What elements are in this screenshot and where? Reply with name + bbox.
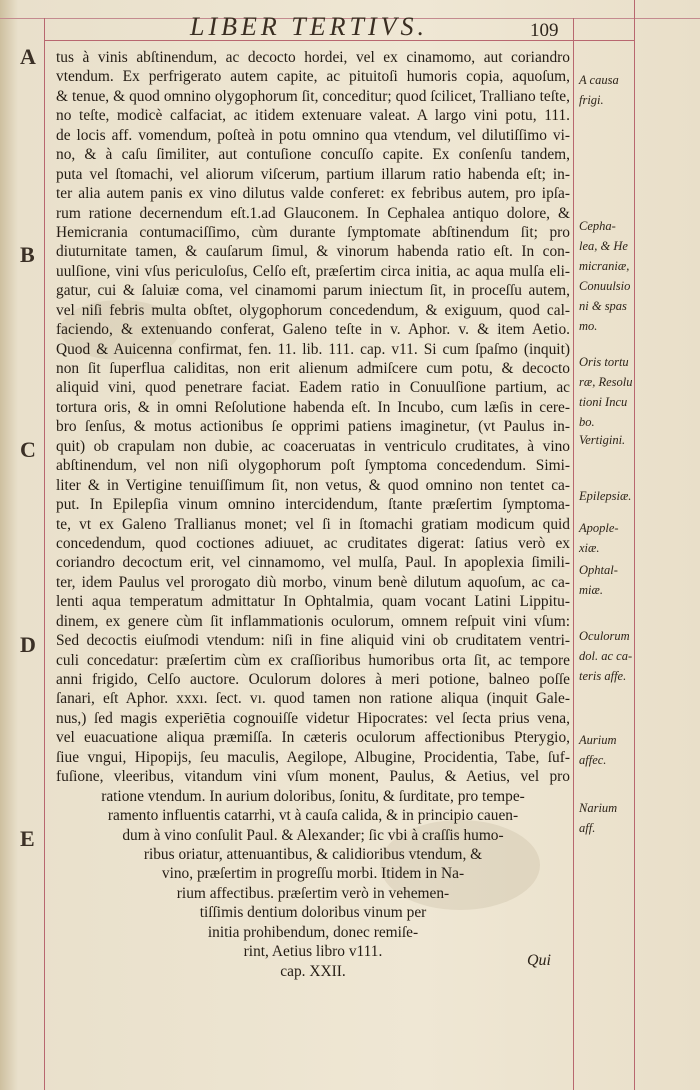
- text-line: ribus oriatur, attenuantibus, & calidioribus vtendum, &: [143, 845, 483, 863]
- text-line: put. In Epilepſia vinum omnino intercidendum, ſtante præſertim ſymptoma-: [56, 496, 570, 514]
- text-line: cap. XXII.: [280, 962, 346, 980]
- text-line: Hemicrania contumaciſſimo, cùm durante ſymptomate abſtinendum ſit; pro: [56, 223, 570, 241]
- section-letter-d: D: [20, 632, 36, 657]
- text-line: no, & à caſu ſimiliter, aut contuſione concuſſo capite. Ex conſenſu tandem,: [56, 146, 570, 164]
- text-line: ramento influentis catarrhi, vt à cauſa calida, & in principio cauen-: [107, 807, 519, 825]
- text-line: rint, Aetius libro v111.: [243, 943, 383, 961]
- margin-note-oculorum: Oculorum dol. ac ca-teris affe.: [579, 629, 633, 683]
- text-line: & tenue, & quod omnino olygophorum ſit, conceditur; quod ſcilicet, Tralliano teſte,: [56, 87, 570, 105]
- text-line: diuturnitate tamen, & cauſarum ſimul, & vinorum habenda ratio eſt. In con-: [56, 243, 570, 261]
- text-line: ter alia autem panis ex vino dilutus valde conferet: ex febribus autem, pro ipſa-: [56, 185, 570, 203]
- text-line: rum ratione decernendum eſt.1.ad Glauconem. In Cephalea antiquo dolore, &: [56, 204, 570, 222]
- text-line: abſtinendum, vel non niſi olygophorum poſt ſymptoma concedendum. Simi-: [56, 457, 570, 475]
- text-line: liter & in Vertigine tenuiſſimum ſit, non vetus, & quod omnino non tentet ca-: [56, 476, 570, 494]
- text-line: uulſione, vini vſus periculoſus, Celſo eſt, præſertim circa initia, ac aqua mulſa eli-: [56, 262, 570, 280]
- text-line: coriandro decoctum erit, vel cinnamomo, vel mulſa, Paul. In apoplexia ſimili-: [56, 554, 570, 572]
- text-line: no teſte, modicè calfaciat, ac itidem extenuare valeat. A largo vini potu, 111.: [56, 107, 570, 125]
- text-line: vtendum. Ex perfrigerato autem capite, ac pituitoſi humoris copia, aquoſum,: [56, 68, 570, 86]
- right-edge-rule: [634, 0, 635, 1090]
- margin-note-cephalea: Cepha-lea, & He micraniæ, Conuulsio ni & spas mo.: [579, 219, 631, 333]
- text-line: initia prohibendum, donec remiſe-: [207, 923, 419, 941]
- section-letter-b: B: [20, 242, 35, 267]
- page-number: 109: [530, 20, 559, 41]
- margin-note-oris-torturae: Oris tortu ræ, Resolu tioni Incu bo.: [579, 355, 633, 429]
- catchword: Qui: [527, 952, 551, 969]
- text-line: ſiue vngui, Hipopijs, ſeu maculis, Aegilope, Albugine, Procidentia, Tabe, ſuf-: [56, 748, 570, 766]
- text-line: dinem, ex genere cùm ſit inflammationis oculorum, omnem reſpuit vini vſum:: [56, 612, 570, 630]
- body-text: [56, 48, 570, 981]
- text-line: vel niſi febris multa obſtet, olygophorum concedendum, & exiguum, quod cal-: [56, 301, 570, 319]
- text-line: tiſſimis dentium doloribus vinum per: [199, 904, 427, 922]
- text-line: lenti aqua temperatum admittatur In Ophtalmia, quam vocant Latini Lippitu-: [56, 593, 570, 611]
- text-line: concedendum, quod coctiones adiuuet, ac cruditates digerat: ſatius verò ex: [56, 534, 570, 552]
- text-line: culi concedatur: præſertim cùm ex craſſioribus humoribus orta ſit, ac tempore: [56, 651, 570, 669]
- text-line: dum à vino conſulit Paul. & Alexander; ſic vbi à craſſis humo-: [122, 826, 504, 844]
- text-line: puta vel ſtomachi, vel aliorum viſcerum, partium illarum ratio habenda eſt; in-: [56, 165, 570, 183]
- left-column-rule: [44, 18, 45, 1090]
- margin-note-narium: Narium aff.: [579, 801, 618, 835]
- text-line: fuſione, vleeribus, vitandum vini vſum monent, Paulus, & Aetius, vel pro: [56, 768, 570, 786]
- text-line: rium affectibus. præſertim verò in vehemen-: [176, 884, 450, 902]
- text-line: ter, idem Paulus vel prorogato diù morbo, vinum benè dilutum aquoſum, ac ca-: [56, 573, 570, 591]
- text-line: tus à vinis abſtinendum, ac decocto hordei, vel ex cinamomo, aut coriandro: [56, 49, 570, 66]
- text-line: nus,) ſed magis experiētia cognouiſſe videtur Hipocrates: vel ſecta prius vena,: [56, 709, 570, 727]
- text-line: vel euacuatione aliqua præmiſſa. In cæteris oculorum affectionibus Pterygio,: [56, 729, 570, 747]
- margin-note-ophtalmiae: Ophtal-miæ.: [579, 563, 618, 597]
- margin-note-apoplexiae: Apople-xiæ.: [579, 521, 619, 555]
- running-title: LIBER TERTIVS.: [190, 12, 428, 41]
- text-line: quit) ob crapulam non dubie, ac coaceruatas in ventriculo cruditates, à vino: [56, 437, 570, 455]
- text-line: vino, præſertim in progreſſu morbi. Itidem in Na-: [161, 865, 465, 883]
- margin-note-aurium: Aurium affec.: [579, 733, 617, 767]
- text-line: te, vt ex Galeno Trallianus monet; vel ſi in ſtomachi gratiam modicum quid: [56, 515, 570, 533]
- margin-note-vertigini: Vertigini.: [579, 433, 626, 447]
- text-line: non ſit ſuperflua caliditas, non erit alienum admiſcere cum potu, & decocto: [56, 360, 570, 377]
- text-line: Quod & Auicenna confirmat, fen. 11. lib. 111. cap. v11. Si cum ſpaſmo (inquit): [56, 340, 570, 358]
- text-line: tortura oris, & in omni Reſolutione habenda eſt. In Incubo, cum læſis in cere-: [56, 398, 570, 416]
- text-line: faciendo, & extenuando conferat, Galeno teſte in v. Aphor. v. & item Aetio.: [56, 321, 570, 339]
- section-letter-e: E: [20, 826, 35, 851]
- margin-column-rule: [573, 18, 574, 1090]
- margin-note-causa-frigi: A causa frigi.: [579, 73, 619, 107]
- margin-note-epilepsiae: Epilepsiæ.: [579, 489, 632, 503]
- section-letter-a: A: [20, 44, 36, 69]
- text-line: ratione vtendum. In aurium doloribus, ſonitu, & ſurditate, pro tempe-: [101, 787, 525, 805]
- text-line: gatur, cui & ſaluiæ coma, vel cinamomi parum iniectum ſit, in proceſſu autem,: [56, 282, 570, 300]
- text-line: ſanari, eſt Aphor. xxxı. ſect. vı. quod tamen non ratione aliqua (inquit Gale-: [56, 690, 570, 708]
- text-line: anni frigido, Celſo auctore. Oculorum dolores à meri potione, balneo poſſe: [56, 671, 570, 688]
- text-line: bro ſenſus, & motus actionibus ſe opprimi patiens imaginetur, (vt Paulus in-: [56, 418, 570, 436]
- text-line: Sed decoctis eiuſmodi vtendum: niſi in fine aliquid vini ob cruditatem ventri-: [56, 632, 570, 650]
- text-line: aliquid vini, quod penetrare faciat. Eadem ratio in Conuulſione partium, ac: [56, 379, 570, 397]
- section-letter-c: C: [20, 437, 36, 462]
- text-line: de locis aff. vomendum, poſteà in potu omnino qua vtendum, vel dilutiſſimo vi-: [56, 126, 570, 144]
